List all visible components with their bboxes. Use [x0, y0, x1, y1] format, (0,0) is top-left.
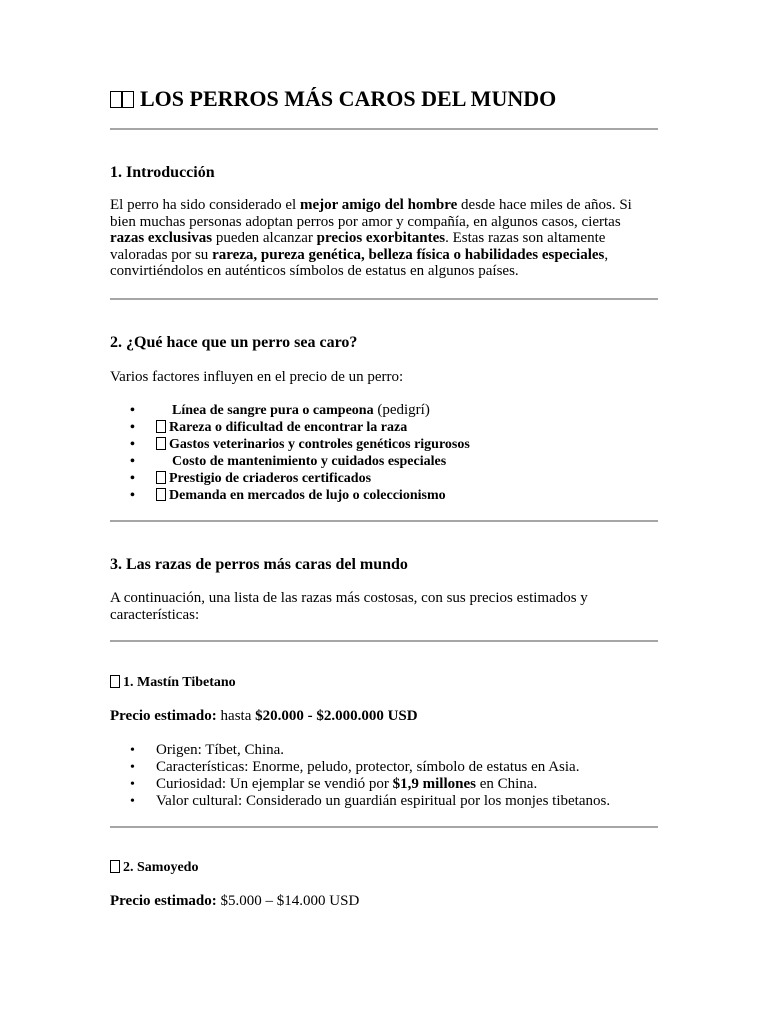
breed-heading-text: 2. Samoyedo: [123, 860, 199, 875]
factor-text: Rareza o dificultad de encontrar la raza: [169, 420, 408, 435]
list-item: [110, 453, 658, 470]
list-item: [110, 419, 658, 436]
dog-emoji-icon: [110, 675, 120, 688]
emoji-icon: [156, 437, 166, 450]
factors-list: [110, 402, 658, 504]
price-label: Precio estimado:: [110, 893, 217, 909]
bold-run: rareza, pureza genética, belleza física o habilidades especiales: [212, 246, 605, 263]
divider: [110, 128, 658, 130]
price-value: $20.000 - $2.000.000 USD: [255, 708, 418, 724]
price-value: $5.000 – $14.000 USD: [216, 893, 360, 909]
factor-text: Línea de sangre pura o campeona: [172, 403, 374, 418]
factors-intro: Varios factores influyen en el precio de un perro:: [110, 369, 404, 385]
factor-suffix: (pedigrí): [373, 402, 430, 418]
bold-run: $1,9 millones: [392, 776, 476, 792]
text-run: en China.: [475, 776, 538, 792]
list-item: • Características: Enorme, peludo, protector, símbolo de estatus en Asia.: [110, 759, 658, 776]
breed-price: [110, 708, 658, 725]
bold-run: precios exorbitantes: [316, 230, 446, 246]
section3-intro: A continuación, una lista de las razas más costosas, con sus precios estimados y características:: [110, 590, 588, 623]
factor-text: Gastos veterinarios y controles genéticos rigurosos: [169, 437, 470, 452]
price-label: Precio estimado:: [110, 708, 217, 724]
factor-text: Demanda en mercados de lujo o coleccionismo: [169, 488, 446, 503]
section-heading-que-hace-caro: 2. ¿Qué hace que un perro sea caro?: [110, 334, 358, 351]
divider: [110, 640, 658, 642]
factor-text: Costo de mantenimiento y cuidados especiales: [172, 454, 447, 469]
section-heading-introduccion: 1. Introducción: [110, 164, 215, 181]
intro-paragraph: [110, 197, 658, 280]
list-item: [110, 402, 658, 419]
divider: [110, 520, 658, 522]
section-heading-razas-caras: 3. Las razas de perros más caras del mundo: [110, 556, 408, 573]
bold-run: razas exclusivas: [110, 230, 213, 246]
page-title: [110, 86, 658, 112]
factor-text: Prestigio de criaderos certificados: [169, 471, 372, 486]
list-item: [110, 470, 658, 487]
text-run: Curiosidad: Un ejemplar se vendió por: [156, 776, 393, 792]
list-item: • Origen: Tíbet, China.: [110, 742, 658, 759]
text-run: pueden alcanzar: [212, 230, 317, 246]
emoji-icon: [156, 488, 166, 501]
breed-details-list: [110, 742, 658, 810]
money-emoji-icon: [122, 91, 134, 108]
text-run: El perro ha sido considerado el: [110, 197, 300, 213]
emoji-icon: [156, 420, 166, 433]
list-item: [110, 487, 658, 504]
breed-heading-text: 1. Mastín Tibetano: [123, 675, 236, 690]
divider: [110, 298, 658, 300]
text-run: desde hace miles de años. Si bien muchas personas adoptan perros por amor y compañía, en algunos casos, ciertas: [110, 197, 632, 230]
price-prefix: hasta: [216, 708, 256, 724]
emoji-icon: [156, 471, 166, 484]
list-item: [110, 776, 658, 793]
breed-price: [110, 893, 658, 910]
divider: [110, 826, 658, 828]
breed-heading-samoyedo: [110, 859, 658, 876]
breed-heading-mastin-tibetano: [110, 674, 658, 691]
dog-emoji-icon: [110, 860, 120, 873]
bold-run: mejor amigo del hombre: [299, 197, 458, 213]
list-item: • Valor cultural: Considerado un guardián espiritual por los monjes tibetanos.: [110, 793, 658, 810]
text-run: , convirtiéndolos en auténticos símbolos de estatus en algunos países.: [110, 246, 609, 279]
text-run: . Estas razas son altamente valoradas por su: [110, 230, 606, 263]
list-item: [110, 436, 658, 453]
dog-emoji-icon: [110, 91, 122, 108]
page-title-text: LOS PERROS MÁS CAROS DEL MUNDO: [140, 86, 557, 111]
